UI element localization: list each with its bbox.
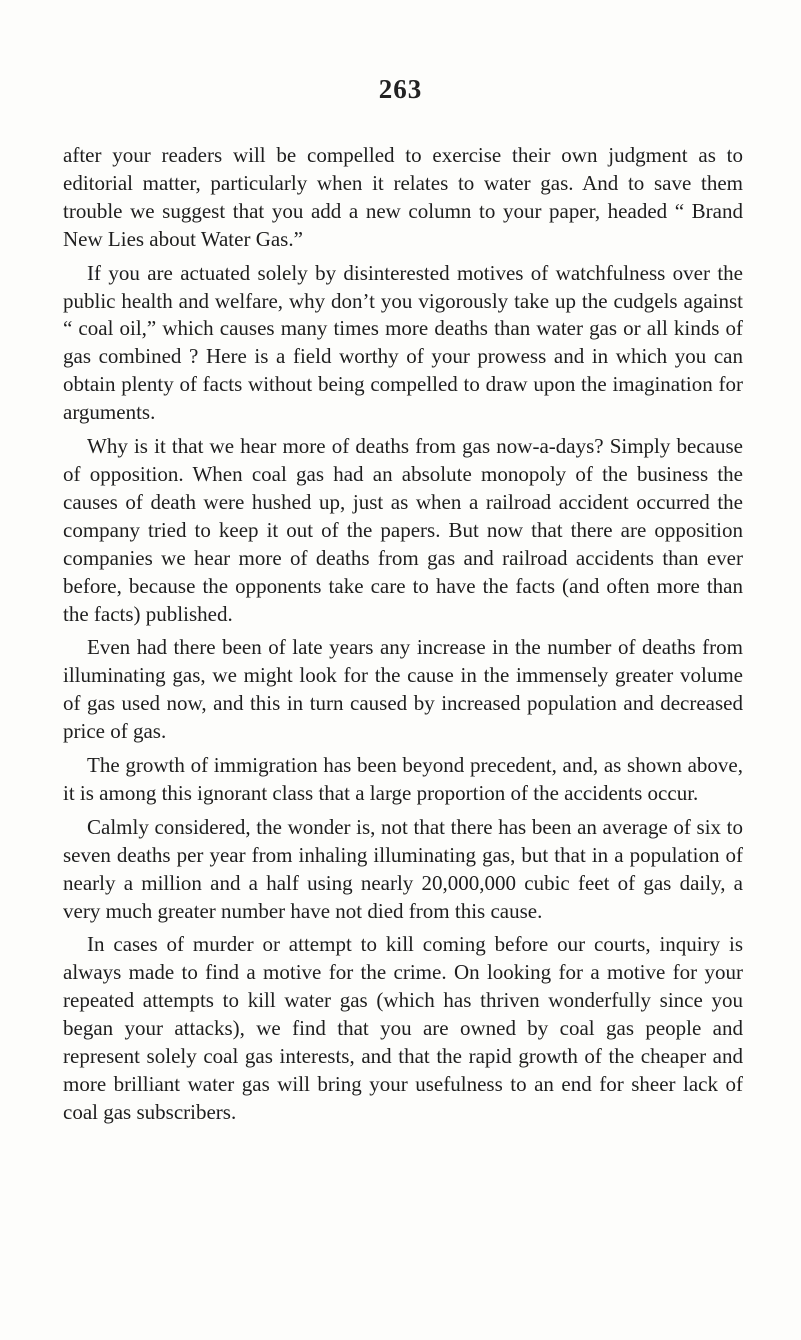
paragraph-6: Calmly considered, the wonder is, not that there has been an average of six to seven deaths per year from inhaling illuminating gas, but that in a population of nearly a million and a half using nearly 20,000,000 cubic feet of gas daily, a very much greater number have not died from this cause.: [63, 814, 743, 923]
paragraph-2: If you are actuated solely by disinterested motives of watchfulness over the public health and welfare, why don’t you vigorously take up the cudgels against “ coal oil,” which causes many times more deaths than water gas or all kinds of gas combined ? Here is a field worthy of your prowess and in which you can obtain plenty of facts without being compelled to draw upon the imagination for arguments.: [63, 260, 743, 425]
paragraph-5: The growth of immigration has been beyond precedent, and, as shown above, it is among this ignorant class that a large proportion of the accidents occur.: [63, 753, 743, 805]
paragraph-4: Even had there been of late years any increase in the number of deaths from illuminating gas, we might look for the cause in the immensely greater volume of gas used now, and this in turn caused by increased population and decreased price of gas.: [63, 635, 743, 744]
paragraph-7: In cases of murder or attempt to kill coming before our courts, inquiry is always made to find a motive for the crime. On looking for a motive for your repeated attempts to kill water gas (which has thriven wonderfully since you began your attacks), we find that you are owned by coal gas people and represent solely coal gas interests, and that the rapid growth of the cheaper and more brilliant water gas will bring your usefulness to an end for sheer lack of coal gas subscribers.: [63, 932, 743, 1124]
page-number: 263: [378, 74, 423, 104]
paragraph-3: Why is it that we hear more of deaths from gas now-a-days? Simply because of opposition. When coal gas had an absolute monopoly of the business the causes of death were hushed up, just as when a railroad accident occurred the company tried to keep it out of the papers. But now that there are opposition companies we hear more of deaths from gas and railroad accidents than ever before, because the opponents take care to have the facts (and often more than the facts) published.: [63, 434, 743, 626]
body-text: [63, 142, 743, 1133]
paragraph-1: after your readers will be compelled to exercise their own judgment as to editorial matter, particularly when it relates to water gas. And to save them trouble we suggest that you add a new column to your paper, headed “ Brand New Lies about Water Gas.”: [63, 143, 743, 251]
